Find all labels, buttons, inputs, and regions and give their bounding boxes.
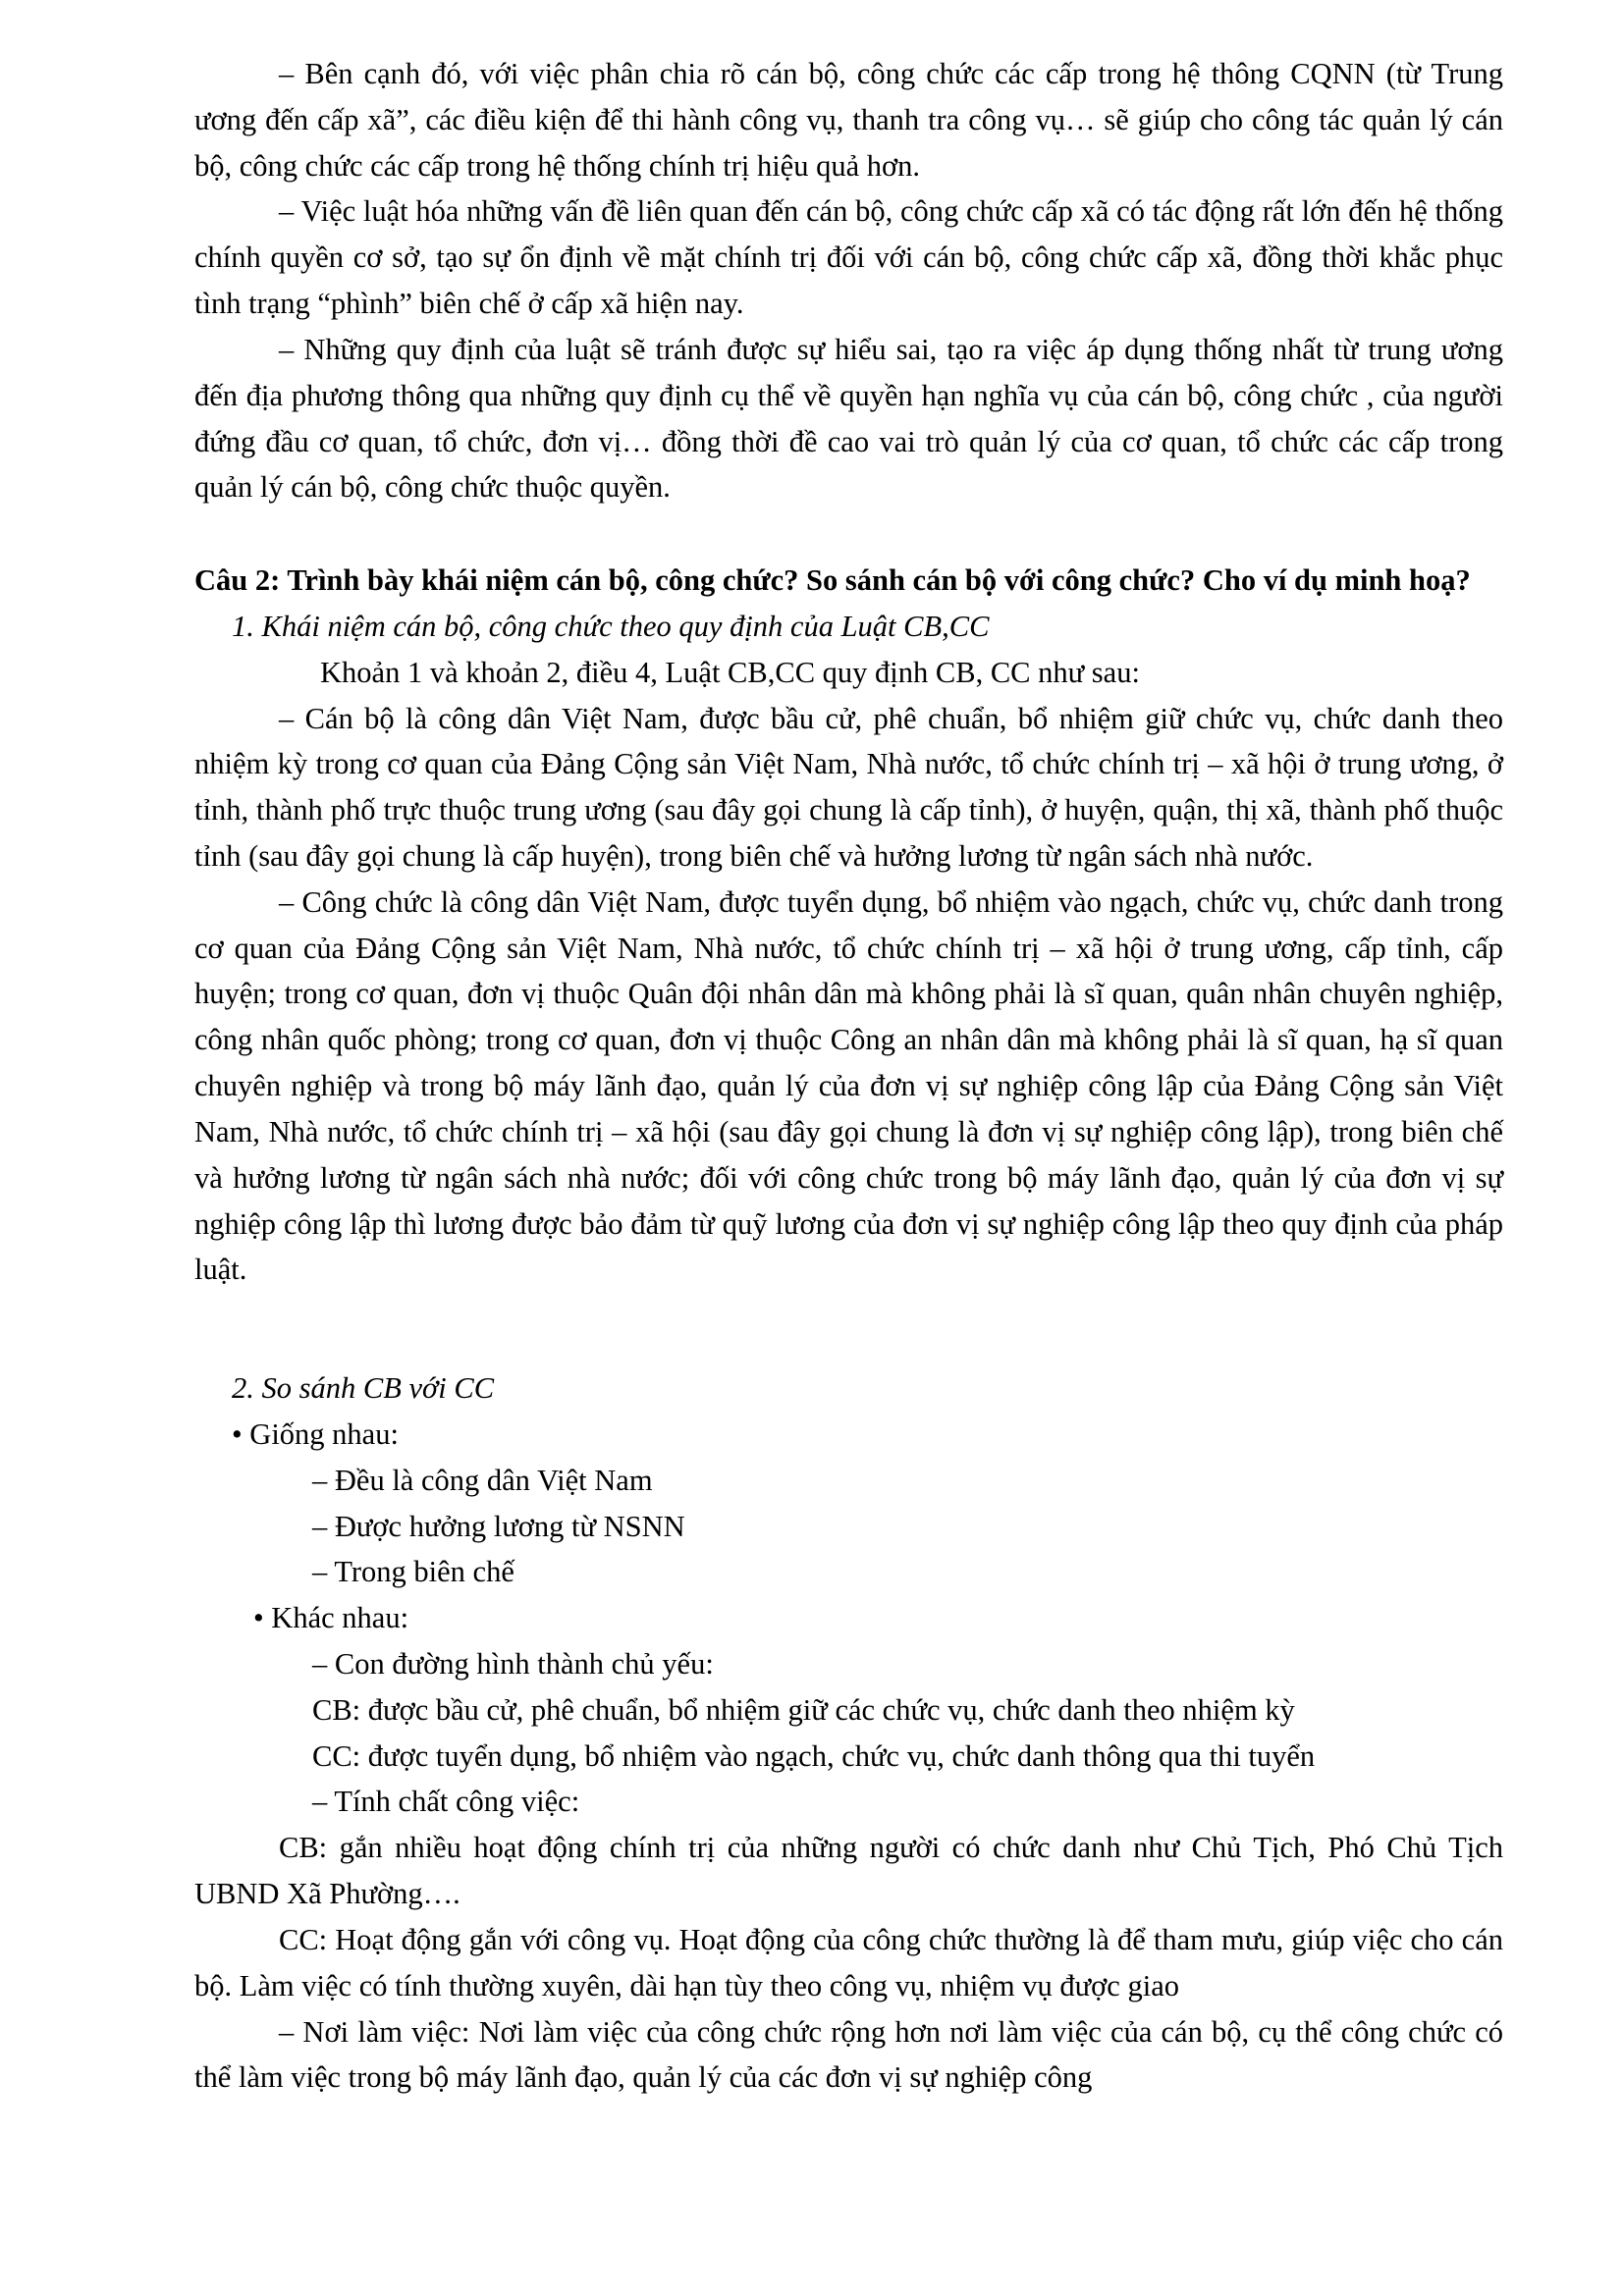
definition-cong-chuc: – Công chức là công dân Việt Nam, được tuyển dụng, bổ nhiệm vào ngạch, chức vụ, chức danh trong cơ quan của Đảng Cộng sản Việt Nam, Nhà nước, tổ chức chính trị – xã hội ở trung ương, cấp tỉnh, cấp huyện; trong cơ quan, đơn vị thuộc Quân đội nhân dân mà không phải là sĩ quan, quân nhân chuyên nghiệp, công nhân quốc phòng; trong cơ quan, đơn vị thuộc Công an nhân dân mà không phải là sĩ quan, hạ sĩ quan chuyên nghiệp và trong bộ máy lãnh đạo, quản lý của đơn vị sự nghiệp công lập của Đảng Cộng sản Việt Nam, Nhà nước, tổ chức chính trị – xã hội (sau đây gọi chung là đơn vị sự nghiệp công lập), trong biên chế và hưởng lương từ ngân sách nhà nước; đối với công chức trong bộ máy lãnh đạo, quản lý của đơn vị sự nghiệp công lập thì lương được bảo đảm từ quỹ lương của đơn vị sự nghiệp công lập theo quy định của pháp luật. bbox=[194, 884, 1503, 1287]
paragraph-viec-luat-hoa: – Việc luật hóa những vấn đề liên quan đến cán bộ, công chức cấp xã có tác động rất lớn đến hệ thống chính quyền cơ sở, tạo sự ổn định về mặt chính trị đối với cán bộ, công chức cấp xã, đồng thời khắc phục tình trạng “phình” biên chế ở cấp xã hiện nay. bbox=[194, 194, 1503, 321]
giong-nhau-item-2: – Được hưởng lương từ NSNN bbox=[312, 1509, 685, 1543]
khac-nhau-item-2-cb: CB: gắn nhiều hoạt động chính trị của những người có chức danh như Chủ Tịch, Phó Chủ Tịch UBND Xã Phường…. bbox=[194, 1831, 1503, 1911]
section-2-title: 2. So sánh CB với CC bbox=[232, 1371, 495, 1406]
khac-nhau-item-3: – Nơi làm việc: Nơi làm việc của công chức rộng hơn nơi làm việc của cán bộ, cụ thể công chức có thể làm việc trong bộ máy lãnh đạo, quản lý của các đơn vị sự nghiệp công bbox=[194, 2014, 1503, 2095]
section-1-title: 1. Khái niệm cán bộ, công chức theo quy định của Luật CB,CC bbox=[232, 609, 990, 643]
giong-nhau-item-1: – Đều là công dân Việt Nam bbox=[312, 1463, 653, 1497]
question-heading: Câu 2: Trình bày khái niệm cán bộ, công chức? So sánh cán bộ với công chức? Cho ví dụ minh hoạ? bbox=[194, 563, 1471, 598]
spacer-before-question bbox=[194, 510, 1503, 558]
giong-nhau-label: • Giống nhau: bbox=[232, 1416, 399, 1451]
definition-can-bo: – Cán bộ là công dân Việt Nam, được bầu cử, phê chuẩn, bổ nhiệm giữ chức vụ, chức danh theo nhiệm kỳ trong cơ quan của Đảng Cộng sản Việt Nam, Nhà nước, tổ chức chính trị – xã hội ở trung ương, ở tỉnh, thành phố trực thuộc trung ương (sau đây gọi chung là cấp tỉnh), ở huyện, quận, thị xã, thành phố thuộc tỉnh (sau đây gọi chung là cấp huyện), trong biên chế và hưởng lương từ ngân sách nhà nước. bbox=[194, 701, 1503, 873]
giong-nhau-item-3: – Trong biên chế bbox=[312, 1555, 514, 1589]
paragraph-ben-canh-do: – Bên cạnh đó, với việc phân chia rõ cán bộ, công chức các cấp trong hệ thông CQNN (từ Trung ương đến cấp xã”, các điều kiện để thi hành công vụ, thanh tra công vụ… sẽ giúp cho công tác quản lý cán bộ, công chức các cấp trong hệ thống chính trị hiệu quả hơn. bbox=[194, 57, 1503, 183]
khac-nhau-item-1-cc: CC: được tuyển dụng, bổ nhiệm vào ngạch, chức vụ, chức danh thông qua thi tuyển bbox=[312, 1738, 1316, 1773]
spacer-before-section-2 bbox=[194, 1293, 1503, 1365]
paragraph-nhung-quy-dinh: – Những quy định của luật sẽ tránh được sự hiểu sai, tạo ra việc áp dụng thống nhất từ trung ương đến địa phương thông qua những quy định cụ thể về quyền hạn nghĩa vụ của cán bộ, công chức , của người đứng đầu cơ quan, tổ chức, đơn vị… đồng thời đề cao vai trò quản lý của cơ quan, tổ chức các cấp trong quản lý cán bộ, công chức thuộc quyền. bbox=[194, 332, 1503, 505]
khac-nhau-item-1-cb: CB: được bầu cử, phê chuẩn, bổ nhiệm giữ các chức vụ, chức danh theo nhiệm kỳ bbox=[312, 1692, 1295, 1727]
khac-nhau-item-2-cc: CC: Hoạt động gắn với công vụ. Hoạt động của công chức thường là để tham mưu, giúp việc cho cán bộ. Làm việc có tính thường xuyên, dài hạn tùy theo công vụ, nhiệm vụ được giao bbox=[194, 1922, 1503, 2002]
khac-nhau-item-2-label: – Tính chất công việc: bbox=[312, 1785, 580, 1819]
section-1-intro: Khoản 1 và khoản 2, điều 4, Luật CB,CC quy định CB, CC như sau: bbox=[320, 655, 1140, 689]
khac-nhau-item-1-label: – Con đường hình thành chủ yếu: bbox=[312, 1647, 714, 1681]
khac-nhau-label: • Khác nhau: bbox=[253, 1601, 409, 1635]
